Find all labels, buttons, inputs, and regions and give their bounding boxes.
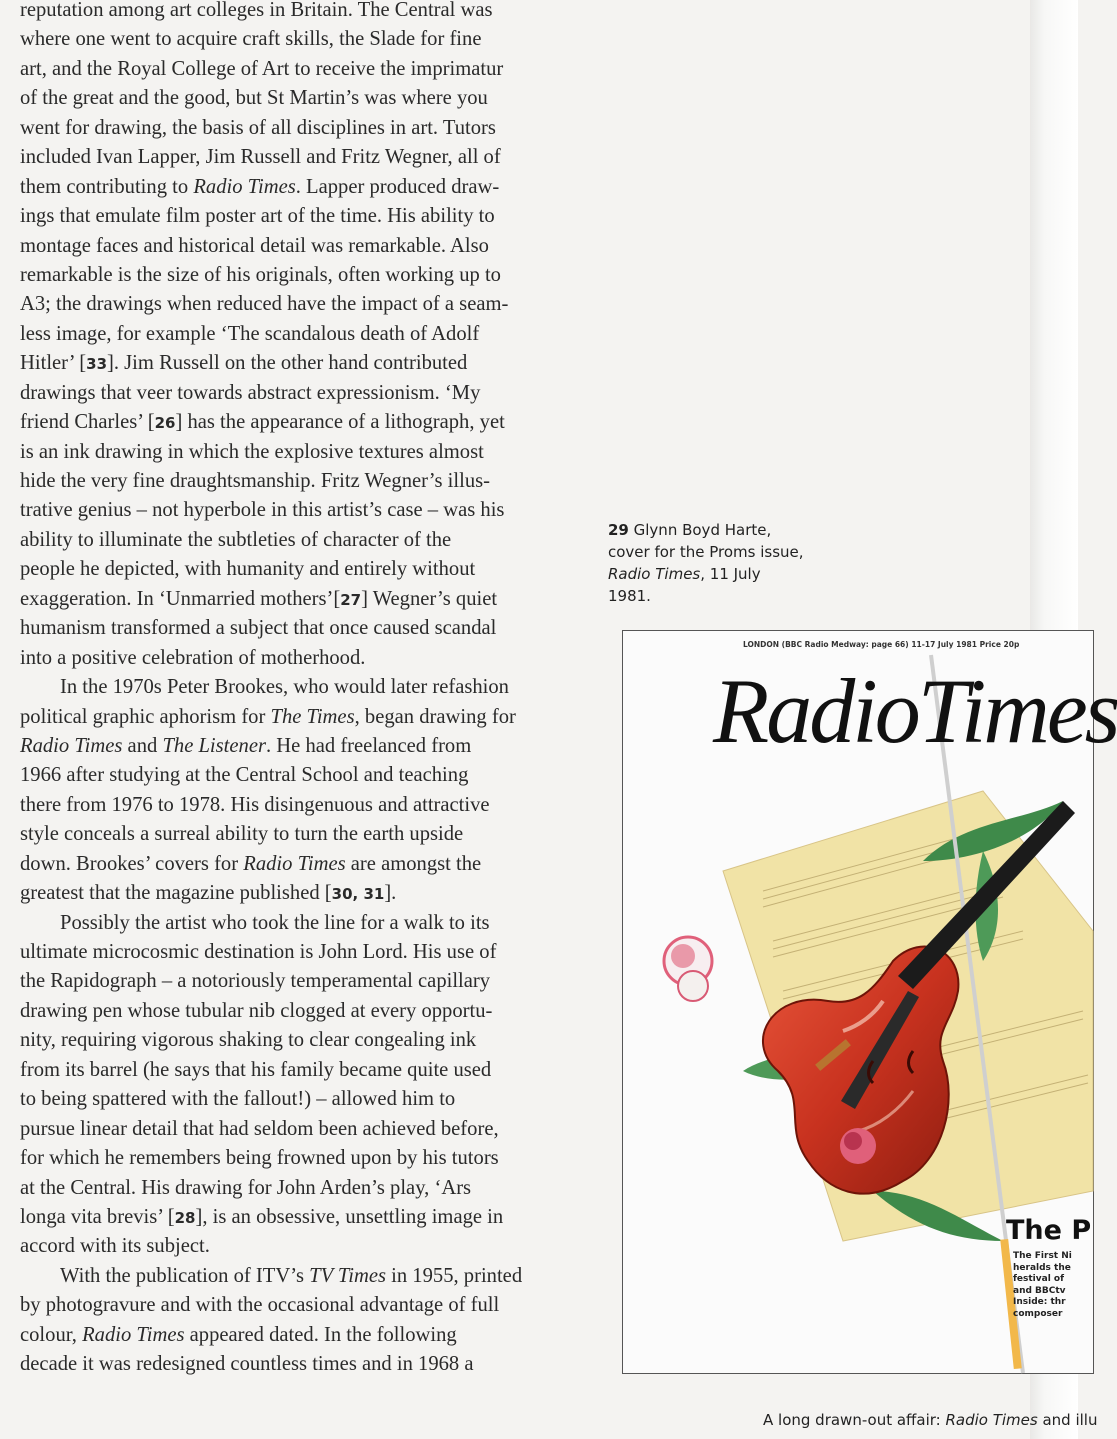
text-run: political graphic aphorism for — [20, 705, 271, 728]
text-run: ]. — [384, 882, 397, 905]
body-text-line — [20, 761, 600, 790]
body-text-line — [20, 585, 600, 614]
italic-title: Radio Times — [193, 175, 296, 198]
body-text-line — [20, 1144, 600, 1173]
figure-reference: 27 — [340, 590, 362, 609]
body-text-line — [20, 408, 600, 437]
body-text-line — [20, 202, 600, 231]
caption-italic-title: Radio Times — [608, 565, 701, 583]
body-text-line — [20, 379, 600, 408]
italic-title: Radio Times — [20, 734, 123, 757]
text-run: remarkable is the size of his originals, often working up to — [20, 263, 501, 286]
text-run: where one went to acquire craft skills, the Slade for fine — [20, 28, 482, 51]
article-body-text — [20, 0, 600, 1380]
body-text-line — [20, 467, 600, 496]
text-run: pursue linear detail that had seldom been achieved before, — [20, 1117, 499, 1140]
text-run: down. Brookes’ covers for — [20, 852, 244, 875]
body-text-line — [20, 55, 600, 84]
caption-text-end: , 11 July 1981. — [608, 565, 761, 605]
text-run: In the 1970s Peter Brookes, who would later refashion — [60, 676, 509, 699]
text-run: friend Charles’ [ — [20, 411, 155, 434]
body-text-line — [20, 614, 600, 643]
body-text-line — [20, 1203, 600, 1232]
cover-blurb-line: composer — [1013, 1308, 1063, 1319]
body-text-line — [20, 644, 600, 673]
text-run: Hitler’ [ — [20, 352, 87, 375]
body-text-line — [20, 173, 600, 202]
body-text-line — [20, 1085, 600, 1114]
cover-blurb-line: The First Ni — [1013, 1251, 1072, 1261]
body-text-line — [20, 1321, 600, 1350]
cover-headline: The P — [1006, 1215, 1092, 1246]
text-run: to being spattered with the fallout!) – allowed him to — [20, 1088, 456, 1111]
text-run: by photogravure and with the occasional advantage of full — [20, 1294, 500, 1317]
text-run: With the publication of ITV’s — [60, 1264, 310, 1287]
text-run: and — [122, 734, 163, 757]
text-run: went for drawing, the basis of all disciplines in art. Tutors — [20, 116, 496, 139]
caption-text: Glynn Boyd Harte, cover for the Proms issue, — [608, 521, 804, 561]
text-run: of the great and the good, but St Martin’s was where you — [20, 87, 488, 110]
bottom-caption-italic: Radio Times — [945, 1411, 1038, 1429]
text-run: included Ivan Lapper, Jim Russell and Fritz Wegner, all of — [20, 146, 501, 169]
body-text-line — [20, 673, 600, 702]
text-run: nity, requiring vigorous shaking to clear congealing ink — [20, 1029, 477, 1052]
text-run: montage faces and historical detail was remarkable. Also — [20, 234, 489, 257]
text-run: is an ink drawing in which the explosive textures almost — [20, 440, 484, 463]
cover-blurb-line: festival of — [1013, 1274, 1065, 1284]
body-text-line — [20, 791, 600, 820]
body-text-line — [20, 967, 600, 996]
text-run: at the Central. His drawing for John Arden’s play, ‘Ars — [20, 1176, 472, 1199]
text-run: ability to illuminate the subtleties of character of the — [20, 528, 452, 551]
text-run: Possibly the artist who took the line for a walk to its — [60, 911, 490, 934]
text-run: . Lapper produced draw- — [295, 175, 500, 198]
body-text-line — [20, 909, 600, 938]
figure-caption-29 — [608, 519, 808, 607]
body-text-line — [20, 879, 600, 908]
body-text-line — [20, 938, 600, 967]
figure-reference: 30, 31 — [331, 885, 385, 904]
body-text-line — [20, 1115, 600, 1144]
text-run: ings that emulate film poster art of the time. His ability to — [20, 205, 495, 228]
bottom-caption — [763, 1411, 1097, 1429]
text-run: ]. Jim Russell on the other hand contributed — [107, 352, 468, 375]
text-run: greatest that the magazine published [ — [20, 882, 332, 905]
italic-title: The Listener — [162, 734, 266, 757]
body-text-line — [20, 1262, 600, 1291]
body-text-line — [20, 1232, 600, 1261]
cover-blurb-line: Inside: thr — [1013, 1297, 1066, 1307]
body-text-line — [20, 732, 600, 761]
text-run: drawing pen whose tubular nib clogged at every opportu- — [20, 999, 493, 1022]
text-run: 1966 after studying at the Central School and teaching — [20, 764, 469, 787]
body-text-line — [20, 25, 600, 54]
cover-blurb — [1013, 1251, 1093, 1320]
text-run: in 1955, printed — [385, 1264, 523, 1287]
radio-times-logo: RadioTimes — [713, 660, 1117, 762]
cover-blurb-line: heralds the — [1013, 1262, 1071, 1273]
text-run: colour, — [20, 1323, 83, 1346]
figure-reference: 28 — [174, 1208, 196, 1227]
text-run: people he depicted, with humanity and entirely without — [20, 558, 476, 581]
text-run: appeared dated. In the following — [184, 1323, 457, 1346]
body-text-line — [20, 84, 600, 113]
body-text-line — [20, 496, 600, 525]
italic-title: Radio Times — [82, 1323, 185, 1346]
text-run: ] has the appearance of a lithograph, yet — [175, 411, 505, 434]
text-run: decade it was redesigned countless times and in 1968 a — [20, 1353, 474, 1376]
bottom-caption-text: A long drawn-out affair: — [763, 1411, 946, 1429]
cover-blurb-line: and BBCtv — [1013, 1285, 1066, 1296]
text-run: style conceals a surreal ability to turn the earth upside — [20, 823, 464, 846]
text-run: drawings that veer towards abstract expressionism. ‘My — [20, 381, 481, 404]
text-run: longa vita brevis’ [ — [20, 1205, 175, 1228]
body-text-line — [20, 1174, 600, 1203]
text-run: humanism transformed a subject that once caused scandal — [20, 617, 497, 640]
body-text-line — [20, 820, 600, 849]
body-text-line — [20, 290, 600, 319]
body-text-line — [20, 1056, 600, 1085]
text-run: , began drawing for — [354, 705, 516, 728]
figure-number: 29 — [608, 521, 629, 539]
body-text-line — [20, 555, 600, 584]
text-run: from its barrel (he says that his family became quite used — [20, 1058, 492, 1081]
figure-reference: 26 — [154, 414, 176, 433]
body-text-line — [20, 526, 600, 555]
text-run: ], is an obsessive, unsettling image in — [195, 1205, 504, 1228]
body-text-line — [20, 850, 600, 879]
bottom-caption-text-end: and illu — [1037, 1411, 1098, 1429]
italic-title: The Times — [270, 705, 355, 728]
body-text-line — [20, 320, 600, 349]
text-run: . He had freelanced from — [265, 734, 472, 757]
text-run: exaggeration. In ‘Unmarried mothers’[ — [20, 587, 341, 610]
italic-title: Radio Times — [243, 852, 346, 875]
text-run: the Rapidograph – a notoriously temperamental capillary — [20, 970, 491, 993]
italic-title: TV Times — [309, 1264, 386, 1287]
body-text-line — [20, 0, 600, 25]
body-text-line — [20, 232, 600, 261]
text-run: are amongst the — [345, 852, 482, 875]
text-run: A3; the drawings when reduced have the impact of a seam- — [20, 293, 509, 316]
cover-issue-line: LONDON (BBC Radio Medway: page 66) 11-17 July 1981 Price 20p — [743, 640, 1020, 649]
radio-times-cover-image — [622, 630, 1117, 1374]
text-run: art, and the Royal College of Art to receive the imprimatur — [20, 57, 504, 80]
body-text-line — [20, 438, 600, 467]
body-text-line — [20, 997, 600, 1026]
text-run: trative genius – not hyperbole in this artist’s case – was his — [20, 499, 505, 522]
text-run: them contributing to — [20, 175, 194, 198]
body-text-line — [20, 143, 600, 172]
body-text-line — [20, 1350, 600, 1379]
text-run: hide the very fine draughtsmanship. Fritz Wegner’s illus- — [20, 470, 490, 492]
body-text-line — [20, 114, 600, 143]
body-text-line — [20, 1291, 600, 1320]
text-run: reputation among art colleges in Britain. The Central was — [20, 0, 493, 21]
text-run: accord with its subject. — [20, 1235, 210, 1258]
text-run: ultimate microcosmic destination is John Lord. His use of — [20, 941, 497, 963]
text-run: for which he remembers being frowned upon by his tutors — [20, 1147, 499, 1170]
body-text-line — [20, 349, 600, 378]
text-run: ] Wegner’s quiet — [361, 587, 498, 610]
body-text-line — [20, 1026, 600, 1055]
text-run: there from 1976 to 1978. His disingenuous and attractive — [20, 793, 490, 816]
figure-reference: 33 — [86, 355, 108, 374]
text-run: less image, for example ‘The scandalous death of Adolf — [20, 322, 480, 345]
text-run: into a positive celebration of motherhood. — [20, 646, 366, 669]
body-text-line — [20, 703, 600, 732]
body-text-line — [20, 261, 600, 290]
